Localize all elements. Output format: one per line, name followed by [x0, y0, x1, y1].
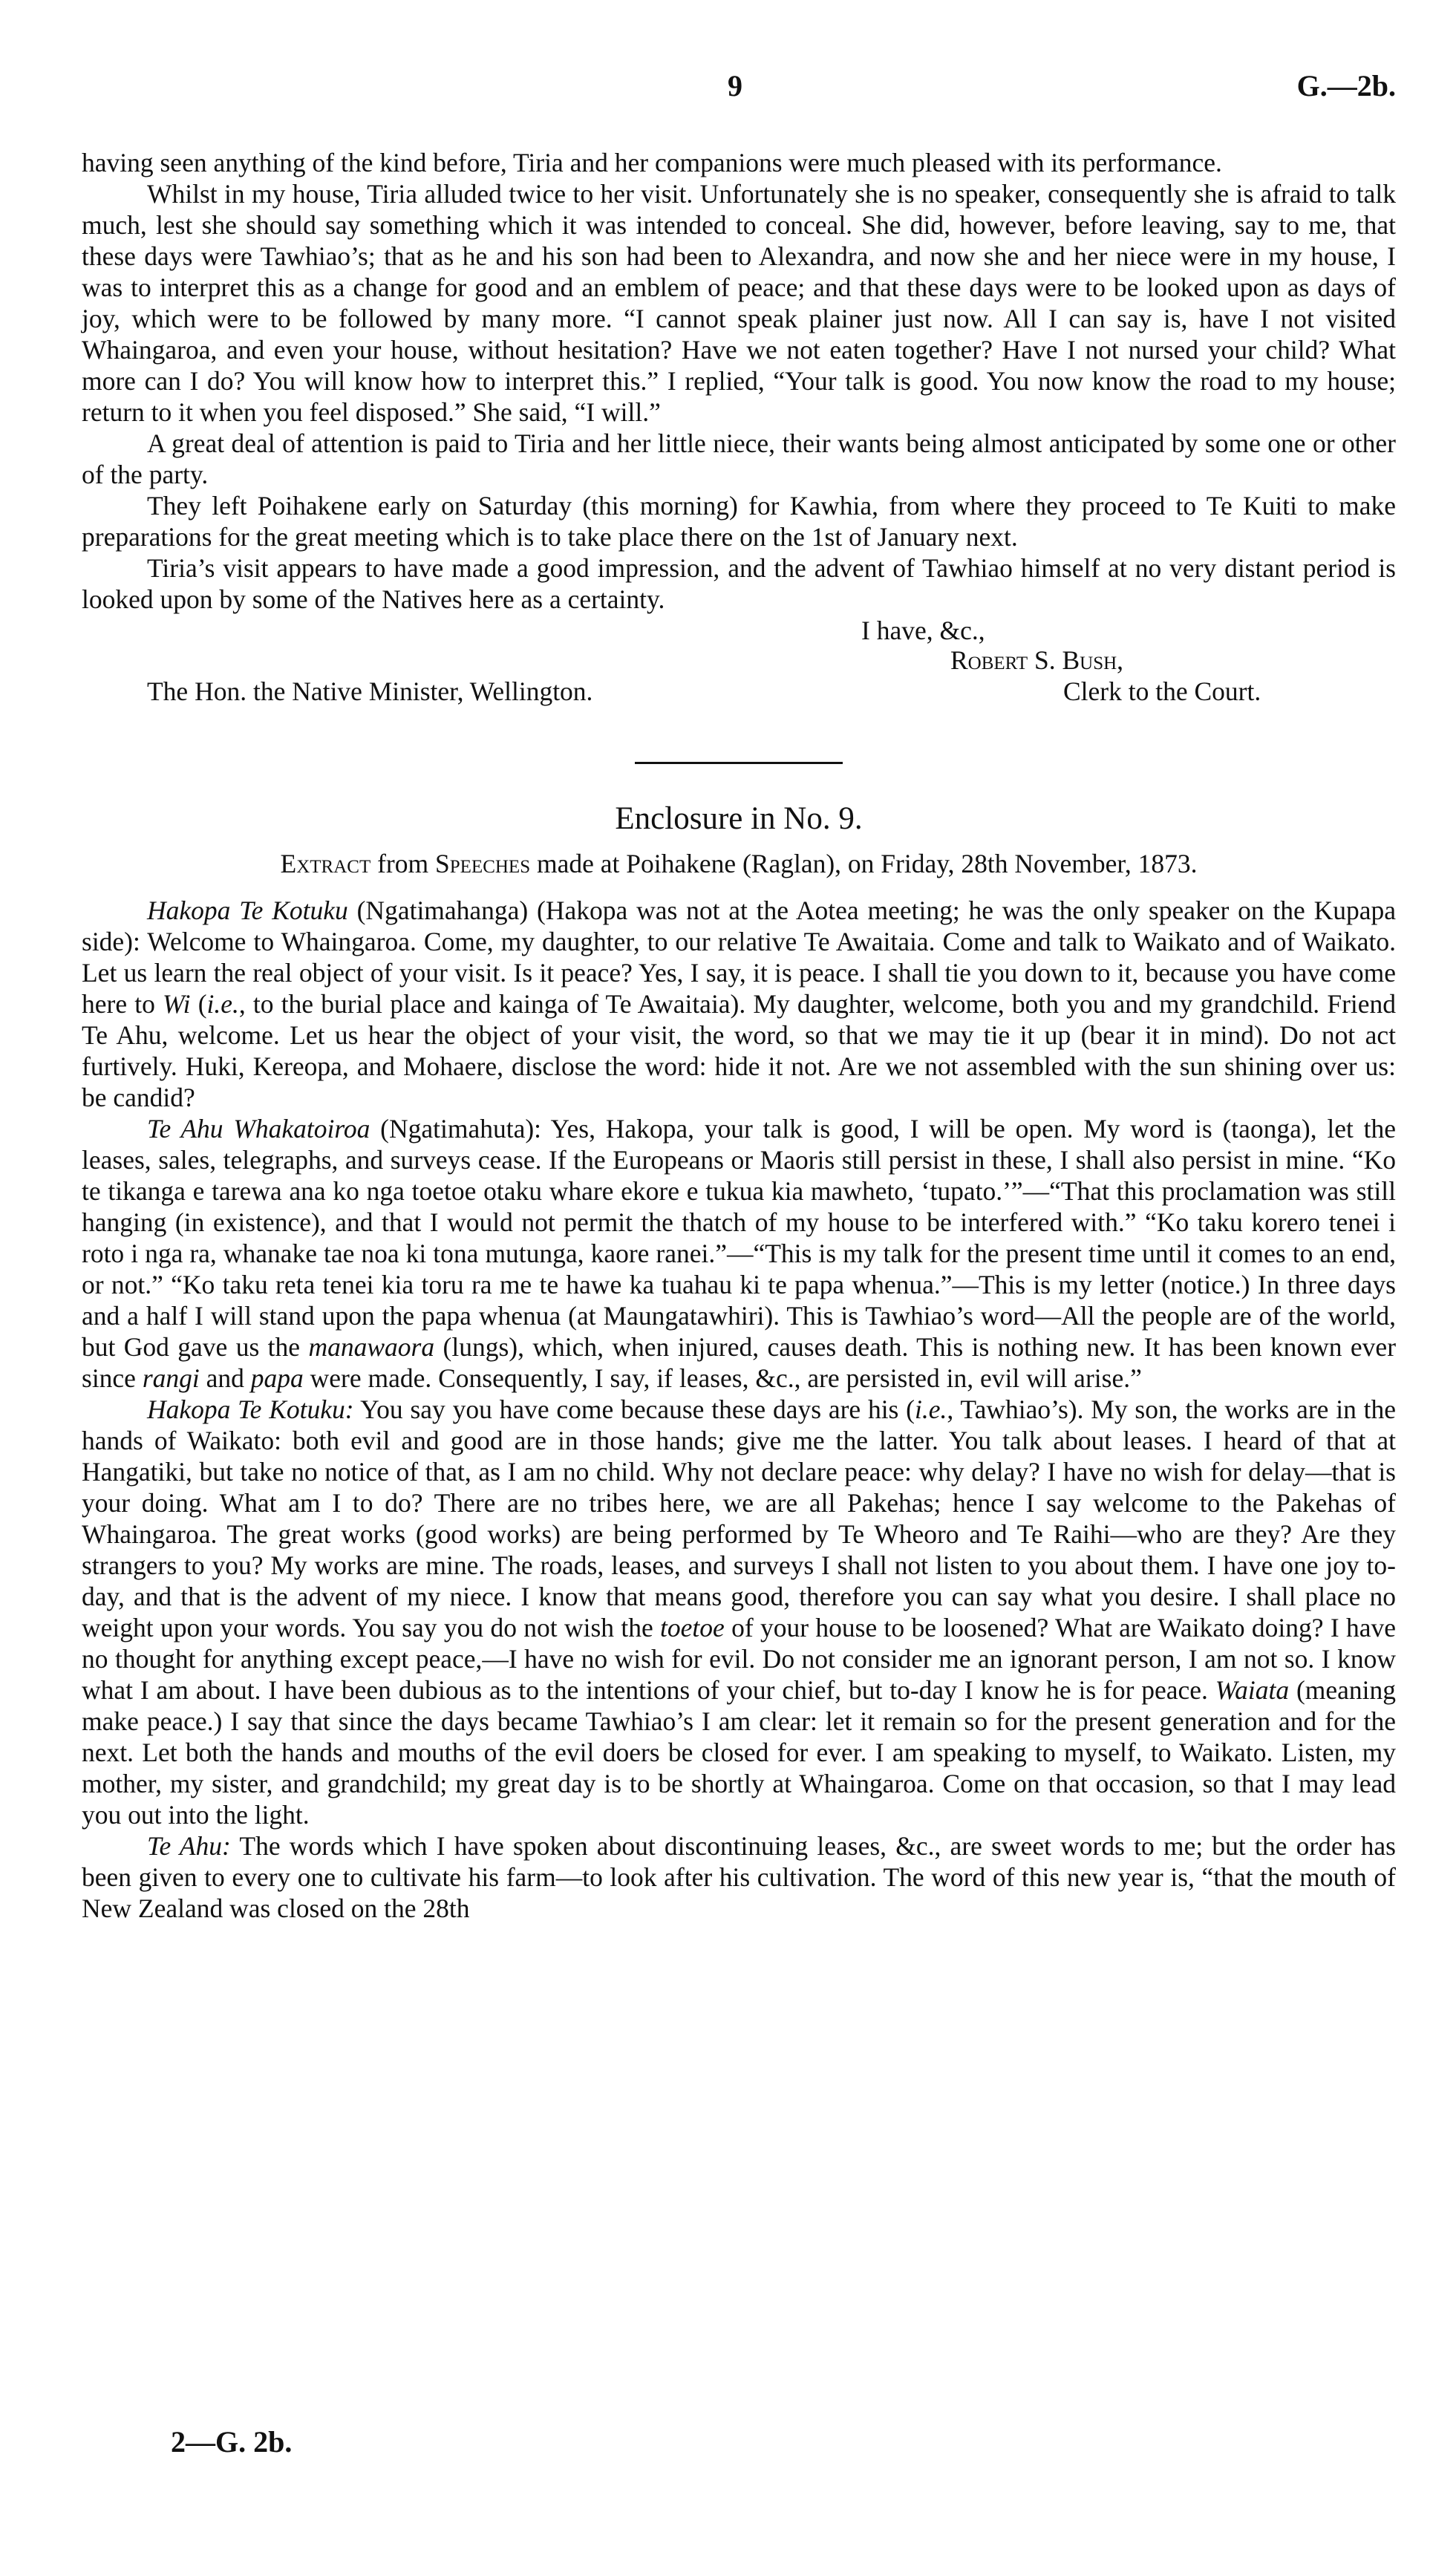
speeches-word: Speeches	[435, 849, 531, 878]
closing-line: I have, &c.,	[861, 616, 985, 645]
extract-title	[82, 847, 1396, 880]
letter-paragraph-5: Tiria’s visit appears to have made a good impression, and the advent of Tawhiao himself at no very distant period is looked upon by some of the Natives here as a certainty.	[82, 553, 1396, 614]
signature-mark: 2—G. 2b.	[171, 2425, 293, 2459]
addressee-line: The Hon. the Native Minister, Wellington.	[147, 676, 593, 706]
page-header	[82, 68, 1396, 113]
letter-paragraph-2: Whilst in my house, Tiria alluded twice to her visit. Unfortunately she is no speaker, consequently she is afraid to talk much, lest she should say something which it was intended to conceal. She did, however, before leaving, say to me, that these days were Tawhiao’s; that as he and his son had been to Alexandra, and now she and her niece were in my house, I was to interpret this as a change for good and an emblem of peace; and that these days were to be looked upon as days of joy, which were to be followed by many more. “I cannot speak plainer just now. All I can say is, have I not visited Whaingaroa, and even your house, without hesitation? Have we not eaten together? Have I not nursed your child? What more can I do? You will know how to interpret this.” I replied, “Your talk is good. You now know the road to my house; return to it when you feel disposed.” She said, “I will.”	[82, 179, 1396, 427]
enclosure-heading: Enclosure in No. 9.	[615, 801, 863, 836]
letter-paragraph-4: They left Poihakene early on Saturday (this morning) for Kawhia, from where they proceed to Te Kuiti to make preparations for the great meeting which is to take place there on the 1st of January next.	[82, 491, 1396, 552]
speech-hakopa-1: Hakopa Te Kotuku (Ngatimahanga) (Hakopa was not at the Aotea meeting; he was the only speaker on the Kupapa side): Welcome to Whaingaroa. Come, my daughter, to our relative Te Awaitaia. Come and talk to Waikato and of Waikato. Let us learn the real object of your visit. Is it peace? Yes, I say, it is peace. I shall tie you down to it, because you have come here to Wi (i.e., to the burial place and kainga of Te Awaitaia). My daughter, welcome, both you and my grandchild. Friend Te Ahu, welcome. Let us hear the object of your visit, the word, so that we may tie it up (bear it in mind). Do not act furtively. Huki, Kereopa, and Mohaere, disclose the word: hide it not. Are we not assembled with the sun shining over us: be candid?	[82, 895, 1397, 1112]
speaker-name: Te Ahu:	[147, 1831, 231, 1861]
document-reference: G.—2b.	[1296, 69, 1396, 102]
from-word: from	[377, 849, 429, 878]
speaker-name: Hakopa Te Kotuku:	[147, 1394, 354, 1424]
extract-word: Extract	[280, 849, 371, 878]
speech-hakopa-2: Hakopa Te Kotuku: You say you have come because these days are his (i.e., Tawhiao’s). My son, the works are in the hands of Waikato: both evil and good are in those hands; give me the latter. You talk about leases. I heard of that at Hangatiki, but take no notice of that, as I am no child. Why not declare peace: why delay? I have no wish for delay—that is your doing. What am I to do? There are no tribes here, we are all Pakehas; hence I say welcome to the Pakehas of Whaingaroa. The great works (good works) are being performed by Te Wheoro and Te Raihi—who are they? Are they strangers to you? My works are mine. The roads, leases, and surveys I shall not listen to you about them. I have one joy to-day, and that is the advent of my niece. I know that means good, therefore you can say what you desire. I shall place no weight upon your words. You say you do not wish the toetoe of your house to be loosened? What are Waikato doing? I have no thought for anything except peace,—I have no wish for evil. Do not consider me an ignorant person, I am not so. I know what I am about. I have been dubious as to the intentions of your chief, but to-day I know he is for peace. Waiata (meaning make peace.) I say that since the days became Tawhiao’s I am clear: let it remain so for the present generation and for the next. Let both the hands and mouths of the evil doers be closed for ever. I am speaking to myself, to Waikato. Listen, my mother, my sister, and grandchild; my great day is to be shortly at Whaingaroa. Come on that occasion, so that I may lead you out into the light.	[82, 1394, 1397, 1830]
page-number: 9	[728, 69, 742, 102]
page-body	[82, 147, 1396, 1924]
extract-detail: made at Poihakene (Raglan), on Friday, 28th November, 1873.	[536, 849, 1198, 878]
letter-paragraph-1: having seen anything of the kind before, Tiria and her companions were much pleased with its performance.	[82, 148, 1222, 177]
letter-signoff	[82, 615, 1396, 707]
speech-te-ahu-1: Te Ahu Whakatoiroa (Ngatimahuta): Yes, Hakopa, your talk is good, I will be open. My word is (taonga), let the leases, sales, telegraphs, and surveys cease. If the Europeans or Maoris still persist in these, I shall also persist in mine. “Ko te tikanga e tarewa ana ko nga toetoe otaku whare ekore e tukua kia mawheto, ‘tupato.’”—“That this proclamation was still hanging (in existence), and that I would not permit the thatch of my house to be interfered with.” “Ko taku korero tenei i roto i nga ra, whanake tae noa ki tona mutunga, kaore ranei.”—“This is my talk for the present time until it comes to an end, or not.” “Ko taku reta tenei kia toru ra me te hawe ka tuahau ki te papa whenua.”—This is my letter (notice.) In three days and a half I will stand upon the papa whenua (at Maungatawhiri). This is Tawhiao’s word—All the people are of the world, but God gave us the manawaora (lungs), which, when injured, causes death. This is nothing new. It has been known ever since rangi and papa were made. Consequently, I say, if leases, &c., are persisted in, evil will arise.”	[82, 1114, 1397, 1393]
speaker-name: Te Ahu Whakatoiroa	[147, 1114, 370, 1144]
letter-paragraph-3: A great deal of attention is paid to Tiria and her little niece, their wants being almost anticipated by some one or other of the party.	[82, 428, 1396, 489]
signature-name: Robert S. Bush,	[950, 645, 1124, 675]
signer-role: Clerk to the Court.	[1063, 676, 1261, 706]
speaker-name: Hakopa Te Kotuku	[147, 895, 348, 925]
speech-te-ahu-2: Te Ahu: The words which I have spoken about discontinuing leases, &c., are sweet words to me; but the order has been given to every one to cultivate his farm—to look after his cultivation. The word of this new year is, “that the mouth of New Zealand was closed on the 28th	[82, 1831, 1396, 1923]
section-divider	[635, 762, 843, 764]
